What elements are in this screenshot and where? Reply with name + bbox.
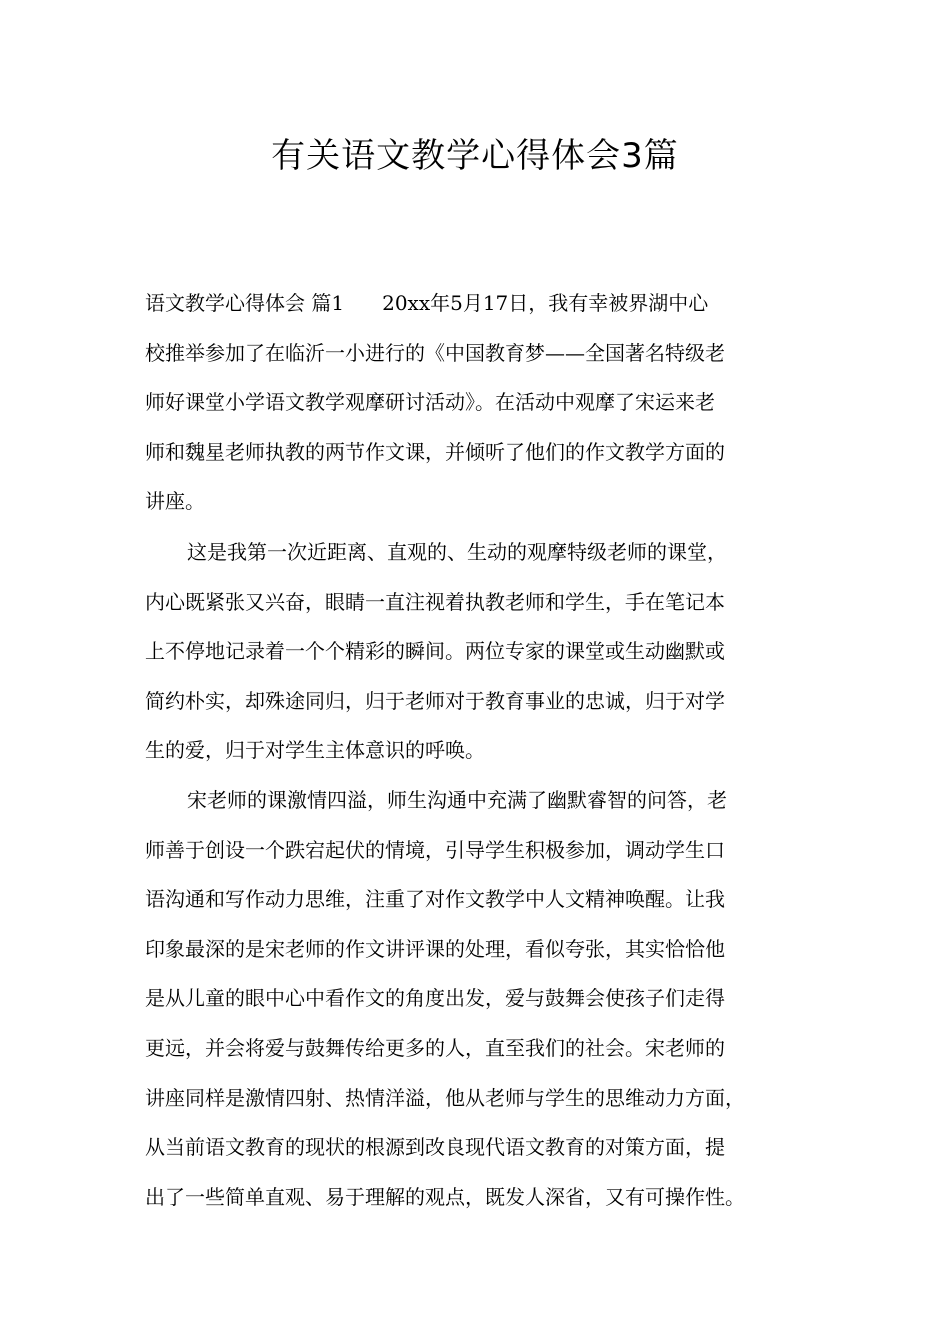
paragraph-3 bbox=[145, 776, 820, 1222]
paragraph-line: 印象最深的是宋老师的作文讲评课的处理，看似夸张，其实恰恰他 bbox=[145, 936, 725, 961]
paragraph-line: 师善于创设一个跌宕起伏的情境，引导学生积极参加，调动学生口 bbox=[145, 837, 725, 862]
paragraph-line: 内心既紧张又兴奋，眼睛一直注视着执教老师和学生，手在笔记本 bbox=[145, 589, 725, 614]
paragraph-text: 20xx年5月17日，我有幸被界湖中心 bbox=[382, 291, 709, 315]
paragraph-line: 讲座。 bbox=[145, 489, 205, 514]
paragraph-line: 是从儿童的眼中心中看作文的角度出发，爱与鼓舞会使孩子们走得 bbox=[145, 986, 725, 1011]
paragraph-line bbox=[145, 279, 820, 329]
paragraph-line: 从当前语文教育的现状的根源到改良现代语文教育的对策方面，提 bbox=[145, 1135, 725, 1160]
paragraph-line: 出了一些简单直观、易于理解的观点，既发人深省，又有可操作性。 bbox=[145, 1184, 745, 1209]
paragraph-line: 上不停地记录着一个个精彩的瞬间。两位专家的课堂或生动幽默或 bbox=[145, 639, 725, 664]
paragraph-line: 简约朴实，却殊途同归，归于老师对于教育事业的忠诚，归于对学 bbox=[145, 688, 725, 713]
paragraph-line: 生的爱，归于对学生主体意识的呼唤。 bbox=[145, 738, 485, 763]
paragraph-1 bbox=[145, 279, 820, 527]
paragraph-line: 师好课堂小学语文教学观摩研讨活动》。在活动中观摩了宋运来老 bbox=[145, 390, 715, 415]
paragraph-line: 讲座同样是激情四射、热情洋溢，他从老师与学生的思维动力方面， bbox=[145, 1085, 745, 1110]
paragraph-line: 宋老师的课激情四溢，师生沟通中充满了幽默睿智的问答，老 bbox=[187, 788, 727, 812]
document-title: 有关语文教学心得体会3篇 bbox=[271, 136, 679, 176]
paragraph-line: 校推举参加了在临沂一小进行的《中国教育梦——全国著名特级老 bbox=[145, 340, 725, 365]
paragraph-line: 语沟通和写作动力思维，注重了对作文教学中人文精神唤醒。让我 bbox=[145, 887, 725, 912]
paragraph-2 bbox=[145, 528, 820, 776]
paragraph-line: 这是我第一次近距离、直观的、生动的观摩特级老师的课堂， bbox=[187, 540, 727, 564]
paragraph-line: 更远，并会将爱与鼓舞传给更多的人，直至我们的社会。宋老师的 bbox=[145, 1035, 725, 1060]
section-heading: 语文教学心得体会 篇1 bbox=[145, 291, 345, 315]
paragraph-line: 师和魏星老师执教的两节作文课，并倾听了他们的作文教学方面的 bbox=[145, 439, 725, 464]
